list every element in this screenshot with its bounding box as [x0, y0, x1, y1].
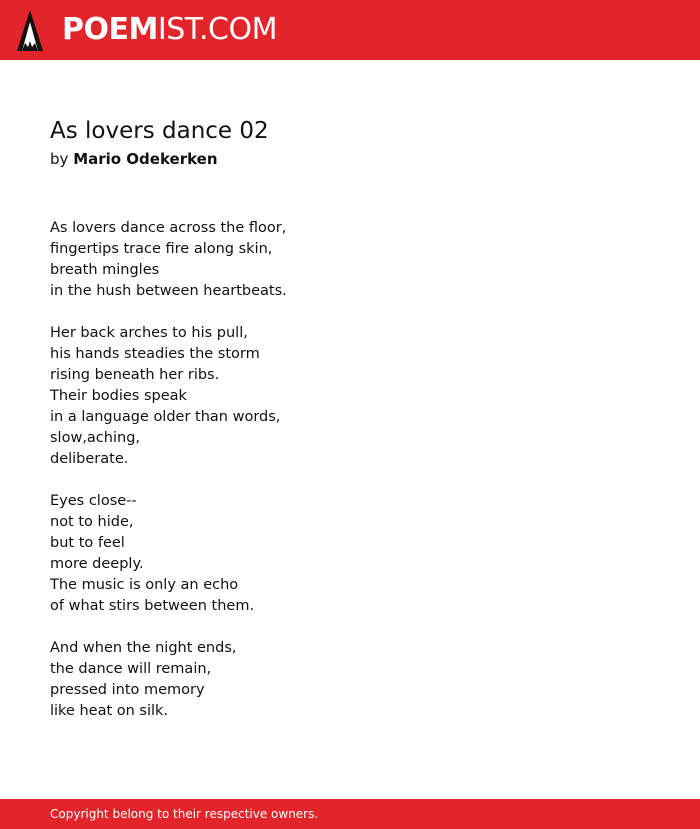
poem-stanza — [50, 323, 650, 470]
poem-line: breath mingles — [50, 262, 160, 278]
poem-line: not to hide, — [50, 514, 134, 530]
poem-line: in a language older than words, — [50, 409, 281, 425]
poem-line: Eyes close-- — [50, 493, 137, 509]
poem-line: rising beneath her ribs. — [50, 367, 220, 383]
poem-line: deliberate. — [50, 451, 129, 467]
poem-line: slow,aching, — [50, 430, 141, 446]
poem-stanza — [50, 638, 650, 722]
poem-line: but to feel — [50, 535, 125, 551]
poem-line: Their bodies speak — [50, 388, 187, 404]
copyright-text: Copyright belong to their respective owners. — [50, 807, 319, 821]
poem-line: the dance will remain, — [50, 661, 212, 677]
poem-line: fingertips trace fire along skin, — [50, 241, 273, 257]
poem-line: As lovers dance across the floor, — [50, 220, 287, 236]
poem-line: And when the night ends, — [50, 640, 237, 656]
logo-light-text: IST.COM — [157, 12, 277, 47]
site-header — [0, 0, 700, 60]
site-logo[interactable] — [62, 12, 277, 48]
byline — [50, 149, 218, 169]
pen-nib-logo-icon[interactable] — [16, 10, 44, 52]
poem-body — [50, 218, 650, 743]
poem-line: more deeply. — [50, 556, 144, 572]
poem-line: his hands steadies the storm — [50, 346, 260, 362]
poem-line: like heat on silk. — [50, 703, 169, 719]
poem-line: in the hush between heartbeats. — [50, 283, 287, 299]
poem-title: As lovers dance 02 — [50, 118, 269, 144]
logo-bold-text: POEM — [62, 12, 158, 47]
author-name: Mario Odekerken — [73, 150, 218, 168]
poem-line: pressed into memory — [50, 682, 205, 698]
poem-line: The music is only an echo — [50, 577, 239, 593]
poem-stanza — [50, 218, 650, 302]
poem-line: of what stirs between them. — [50, 598, 255, 614]
by-label: by — [50, 150, 69, 168]
poem-stanza — [50, 491, 650, 617]
poem-line: Her back arches to his pull, — [50, 325, 248, 341]
site-footer — [0, 799, 700, 829]
